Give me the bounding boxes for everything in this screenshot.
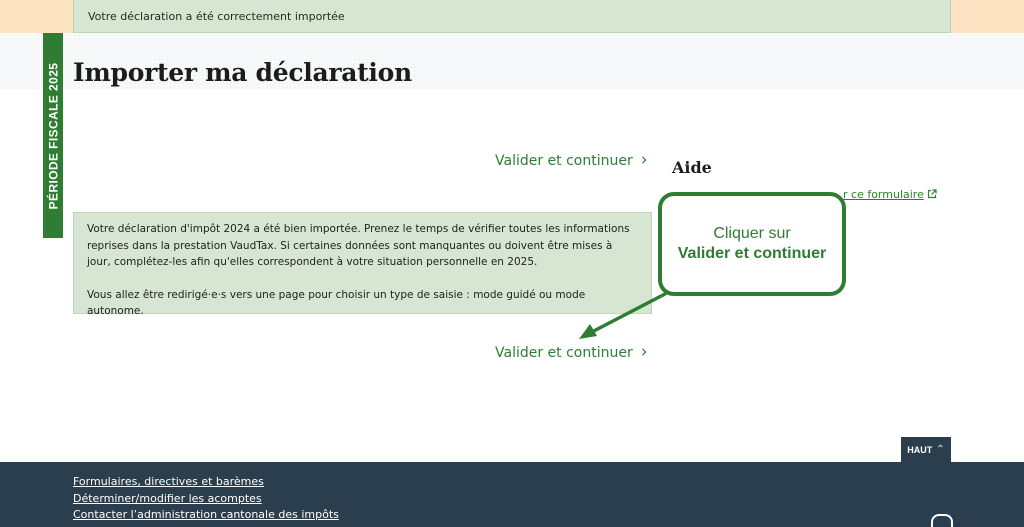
info-paragraph-2: Vous allez être redirigé·e·s vers une page pour choisir un type de saisie : mode guidé ou mode autonome. [87, 288, 586, 317]
fiscal-period-label: PÉRIODE FISCALE 2025 [46, 62, 60, 209]
info-paragraph-1: Votre déclaration d'impôt 2024 a été bien importée. Prenez le temps de vérifier toutes les informations reprises dans la prestation VaudTax. Si certaines données sont manquantes ou doivent être mises à jour, complétez-les afin qu'elles correspondent à votre situation personnelle en 2025. [87, 223, 630, 268]
help-form-link-text: r ce formulaire [843, 188, 924, 201]
site-footer [0, 462, 1024, 527]
footer-logo-icon [931, 514, 953, 527]
instruction-callout [658, 192, 846, 296]
import-info-box [73, 212, 652, 317]
validate-continue-link-bottom[interactable] [495, 344, 648, 361]
footer-link-acomptes[interactable]: Déterminer/modifier les acomptes [73, 491, 262, 505]
footer-links [73, 474, 339, 524]
page-title: Importer ma déclaration [73, 58, 412, 87]
success-message: Votre déclaration a été correctement importée [88, 10, 345, 23]
footer-link-forms[interactable]: Formulaires, directives et barèmes [73, 475, 264, 488]
help-heading: Aide [672, 158, 712, 177]
validate-continue-link-top[interactable] [495, 152, 648, 169]
fiscal-period-tab [43, 33, 63, 238]
back-to-top-label: HAUT [907, 444, 933, 455]
chevron-right-icon: › [640, 150, 648, 170]
validate-continue-label: Valider et continuer [495, 152, 633, 169]
help-form-link[interactable] [843, 188, 937, 201]
callout-line-1: Cliquer sur [713, 225, 791, 242]
footer-link-contact[interactable]: Contacter l’administration cantonale des impôts [73, 508, 339, 521]
success-banner [73, 0, 951, 33]
back-to-top-button[interactable] [901, 437, 951, 462]
validate-continue-label: Valider et continuer [495, 344, 633, 361]
callout-line-2: Valider et continuer [677, 245, 827, 262]
external-link-icon [927, 189, 937, 199]
chevron-right-icon: › [640, 342, 648, 362]
chevron-up-icon: ⌃ [936, 444, 945, 455]
